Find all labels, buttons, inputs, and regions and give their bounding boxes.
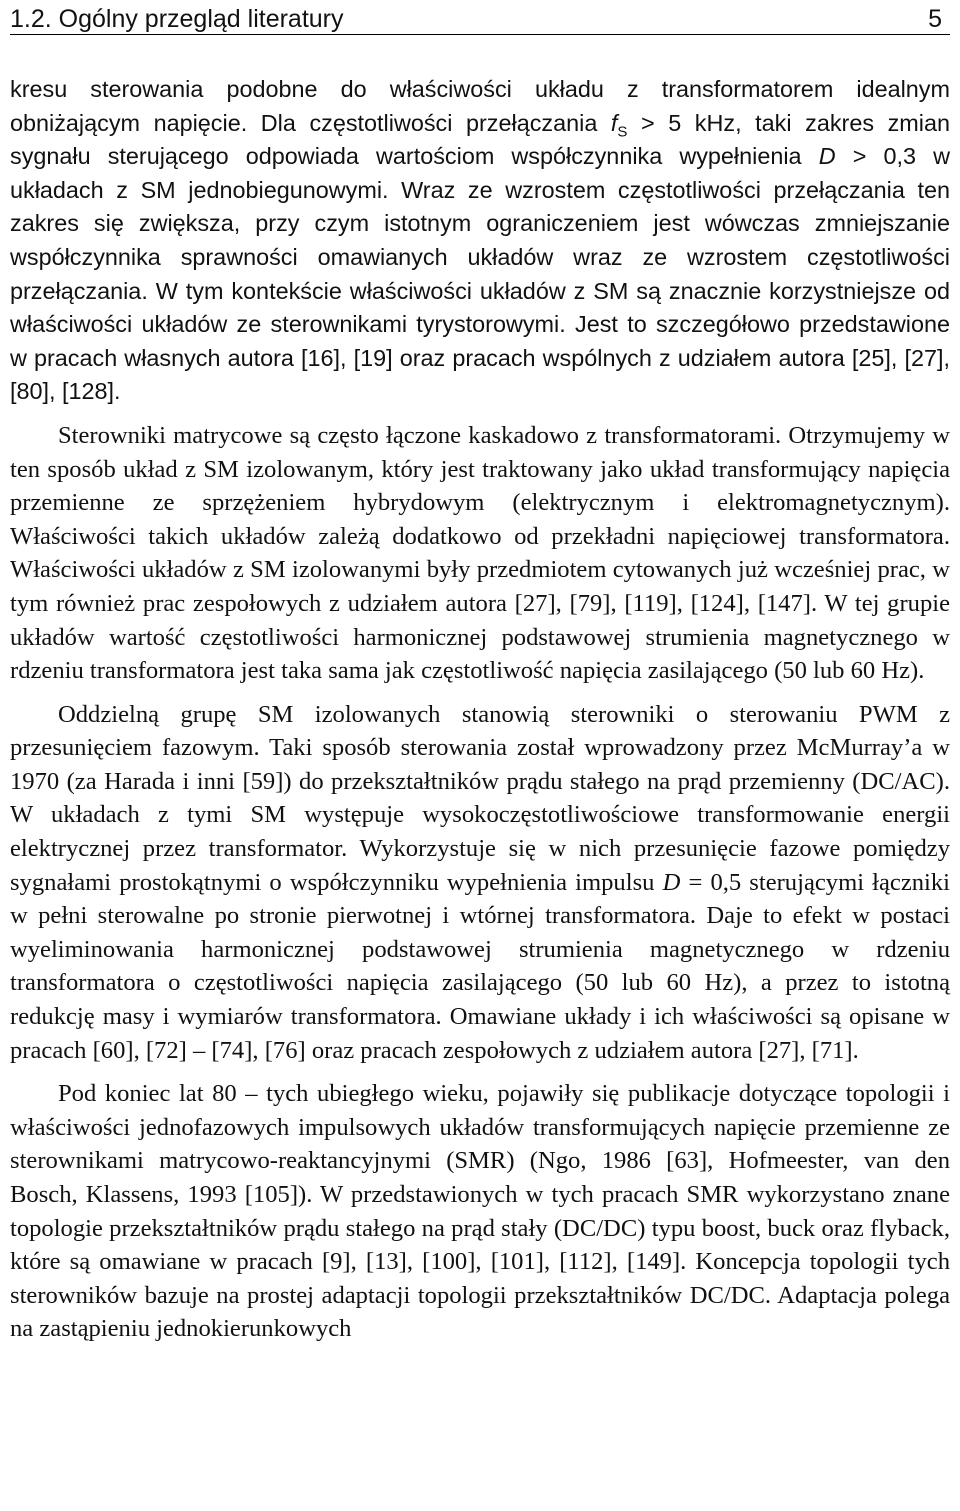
text-run: = 0,5 sterującymi łączniki w pełni sterowalne po stronie pierwotnej i wtórnej transformatora. Daje to efekt w postaci wyeliminowania harmonicznej podstawowej strumienia magnetycznego w rdzeniu transformatora o częstotliwości napięcia zasilającego (50 lub 60 Hz), a przez to istotną redukcję masy i wymiarów transformatora. Omawiane układy i ich właściwości są opisane w pracach [60], [72] – [74], [76] oraz pracach zespołowych z udziałem autora [27], [71]. — [10, 868, 950, 1064]
running-header — [10, 0, 950, 35]
subscript: S — [617, 123, 628, 141]
page-number: 5 — [928, 5, 942, 33]
math-symbol: f — [610, 109, 618, 136]
text-run: Sterowniki matrycowe są często łączone kaskadowo z transformatorami. Otrzymujemy w ten sposób układ z SM izolowanym, który jest traktowany jako układ transformujący napięcia przemienne ze sprzężeniem hybrydowym (elektrycznym i elektromagnetycznym). Właściwości takich układów zależą dodatkowo od przekładni napięciowej transformatora. Właściwości układów z SM izolowanymi były przedmiotem cytowanych już wcześniej prac, w tym również prac zespołowych z udziałem autora [27], [79], [119], [124], [147]. W tej grupie układów wartość częstotliwości harmonicznej podstawowej strumienia magnetycznego w rdzeniu transformatora jest taka sama jak częstotliwość napięcia zasilającego (50 lub 60 Hz). — [10, 421, 950, 685]
text-run: Oddzielną grupę SM izolowanych stanowią sterowniki o sterowaniu PWM z przesunięciem fazowym. Taki sposób sterowania został wprowadzony przez McMurray’a w 1970 (za Harada i inni [59]) do przekształtników prądu stałego na prąd przemienny (DC/AC). W układach z tymi SM występuje wysokoczęstotliwościowe transformowanie energii elektrycznej przez transformator. Wykorzystuje się w nich przesunięcie fazowe pomiędzy sygnałami prostokątnymi o współczynniku wypełnienia impulsu — [10, 700, 950, 896]
paragraph — [10, 1077, 950, 1346]
paragraph — [10, 73, 950, 409]
paragraph — [10, 419, 950, 688]
math-symbol: D — [662, 868, 681, 896]
section-title: 1.2. Ogólny przegląd literatury — [10, 5, 344, 33]
text-run: > 5 kHz, taki zakres zmian sygnału sterującego odpowiada wartościom współczynnika wypełnienia — [10, 109, 950, 170]
text-run: Pod koniec lat 80 – tych ubiegłego wieku, pojawiły się publikacje dotyczące topologii i właściwości jednofazowych impulsowych układów transformujących napięcie przemienne ze sterownikami matrycowo-reaktancyjnymi (SMR) (Ngo, 1986 [63], Hofmeester, van den Bosch, Klassens, 1993 [105]). W przedstawionych w tych pracach SMR wykorzystano znane topologie przekształtników prądu stałego na prąd stały (DC/DC) typu boost, buck oraz flyback, które są omawiane w pracach [9], [13], [100], [101], [112], [149]. Koncepcja topologii tych sterowników bazuje na prostej adaptacji topologii przekształtników DC/DC. Adaptacja polega na zastąpieniu jednokierunkowych — [10, 1080, 950, 1343]
body-text — [10, 35, 950, 1346]
paragraph — [10, 698, 950, 1068]
text-run: kresu sterowania podobne do właściwości układu z transformatorem idealnym obniżającym napięcie. Dla częstotliwości przełączania — [10, 76, 950, 136]
math-symbol: D — [818, 143, 836, 170]
text-run: > 0,3 w układach z SM jednobiegunowymi. Wraz ze wzrostem częstotliwości przełączania ten zakres się zwiększa, przy czym istotnym ograniczeniem jest wówczas zmniejszanie współczynnika sprawności omawianych układów wraz ze wzrostem częstotliwości przełączania. W tym kontekście właściwości układów z SM są znacznie korzystniejsze od właściwości układów ze sterownikami tyrystorowymi. Jest to szczegółowo przedstawione w pracach własnych autora [16], [19] oraz pracach wspólnych z udziałem autora [25], [27], [80], [128]. — [10, 143, 950, 405]
